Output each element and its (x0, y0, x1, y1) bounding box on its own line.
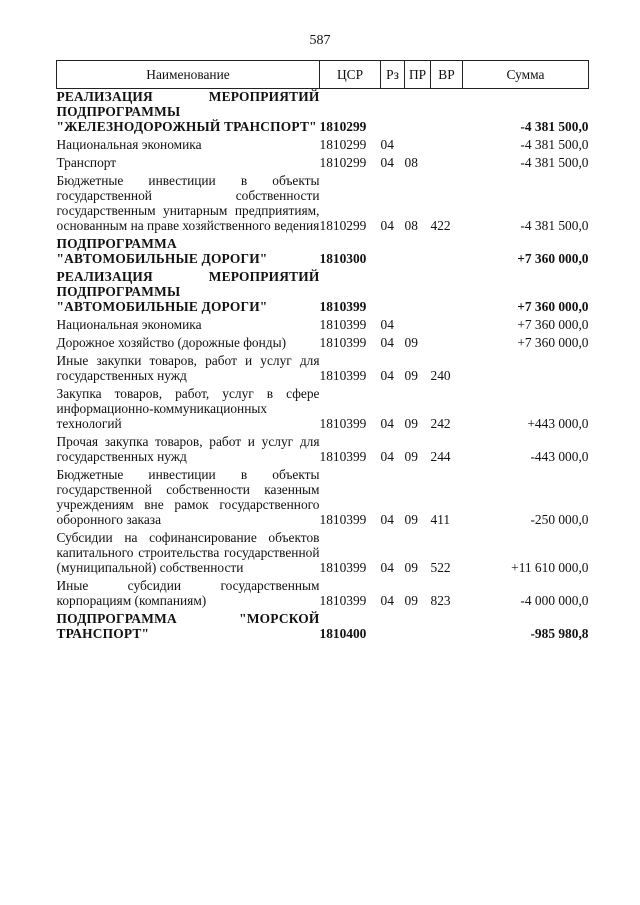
row-rz: 04 (380, 512, 394, 527)
row-pr: 09 (404, 449, 418, 464)
row-csr: 1810399 (319, 335, 367, 350)
row-name: Прочая закупка товаров, работ и услуг для государственных нужд (56, 434, 320, 464)
row-csr: 1810299 (319, 218, 367, 233)
row-pr: 09 (404, 560, 418, 575)
row-vr (431, 137, 463, 155)
row-csr: 1810400 (319, 626, 367, 641)
row-rz: 04 (380, 368, 394, 383)
row-vr (431, 317, 463, 335)
row-csr: 1810399 (319, 368, 367, 383)
row-csr: 1810299 (319, 137, 367, 152)
row-pr (405, 317, 431, 335)
row-csr: 1810399 (319, 317, 367, 332)
row-rz (381, 89, 405, 138)
row-pr: 08 (404, 155, 418, 170)
row-sum: +7 360 000,0 (517, 299, 589, 314)
row-sum: -4 381 500,0 (520, 119, 589, 134)
row-sum: -985 980,8 (530, 626, 589, 641)
header-pr: ПР (405, 61, 431, 89)
row-pr: 09 (404, 416, 418, 431)
row-vr: 240 (430, 368, 451, 383)
page-number: 587 (309, 33, 331, 48)
row-rz (381, 236, 405, 269)
row-rz: 04 (380, 593, 394, 608)
header-sum: Сумма (463, 61, 589, 89)
header-csr: ЦСР (320, 61, 381, 89)
row-csr: 1810399 (319, 593, 367, 608)
header-vr: ВР (431, 61, 463, 89)
row-csr: 1810399 (319, 449, 367, 464)
row-csr: 1810399 (319, 560, 367, 575)
row-vr: 522 (430, 560, 451, 575)
table-row (57, 611, 589, 644)
row-pr (405, 269, 431, 317)
header-name: Наименование (57, 61, 320, 89)
table-row (57, 137, 589, 155)
row-name: РЕАЛИЗАЦИЯ МЕРОПРИЯТИЙ ПОДПРОГРАММЫ "АВТОМОБИЛЬНЫЕ ДОРОГИ" (56, 269, 320, 314)
budget-table (56, 60, 589, 644)
row-pr: 09 (404, 368, 418, 383)
row-sum: -250 000,0 (530, 512, 589, 527)
row-name: Бюджетные инвестиции в объекты государственной собственности государственным унитарным предприятиям, основанным на праве хозяйственного ведения (56, 173, 320, 233)
row-csr: 1810299 (319, 155, 367, 170)
row-rz: 04 (380, 335, 394, 350)
row-vr (431, 335, 463, 353)
row-rz: 04 (380, 317, 394, 332)
row-vr (431, 269, 463, 317)
row-name: Иные закупки товаров, работ и услуг для государственных нужд (56, 353, 320, 383)
table-row (57, 317, 589, 335)
row-rz: 04 (380, 155, 394, 170)
header-rz: Рз (381, 61, 405, 89)
row-pr: 09 (404, 335, 418, 350)
row-name: Закупка товаров, работ, услуг в сфере информационно-коммуникационных технологий (56, 386, 320, 431)
row-csr: 1810399 (319, 299, 367, 314)
row-csr: 1810399 (319, 416, 367, 431)
row-sum: +11 610 000,0 (511, 560, 589, 575)
row-vr: 422 (430, 218, 451, 233)
row-sum: -443 000,0 (530, 449, 589, 464)
row-rz: 04 (380, 560, 394, 575)
row-sum: +7 360 000,0 (517, 335, 589, 350)
row-sum: -4 381 500,0 (520, 137, 589, 152)
table-row (57, 89, 589, 138)
row-pr (405, 137, 431, 155)
table-row (57, 353, 589, 386)
table-row (57, 434, 589, 467)
row-pr (405, 89, 431, 138)
table-row (57, 269, 589, 317)
table-row (57, 386, 589, 434)
row-rz (381, 269, 405, 317)
row-rz: 04 (380, 449, 394, 464)
row-vr (431, 89, 463, 138)
row-rz: 04 (380, 137, 394, 152)
table-row (57, 155, 589, 173)
row-csr: 1810299 (319, 119, 367, 134)
row-csr: 1810399 (319, 512, 367, 527)
row-name: Транспорт (56, 155, 117, 170)
row-name: Иные субсидии государственным корпорациям (компаниям) (56, 578, 320, 608)
row-pr: 08 (404, 218, 418, 233)
row-name: РЕАЛИЗАЦИЯ МЕРОПРИЯТИЙ ПОДПРОГРАММЫ "ЖЕЛЕЗНОДОРОЖНЫЙ ТРАНСПОРТ" (56, 89, 320, 134)
row-vr: 411 (430, 512, 451, 527)
row-pr (405, 611, 431, 644)
row-vr (431, 236, 463, 269)
row-sum: -4 000 000,0 (520, 593, 589, 608)
row-sum: -4 381 500,0 (520, 155, 589, 170)
row-name: Субсидии на софинансирование объектов капитального строительства государственной (муниципальной) собственности (56, 530, 320, 575)
row-sum: +7 360 000,0 (517, 251, 589, 266)
row-vr: 244 (430, 449, 451, 464)
row-csr: 1810300 (319, 251, 367, 266)
table-row (57, 467, 589, 530)
row-sum: +443 000,0 (527, 416, 589, 431)
table-header-row (57, 61, 589, 89)
row-vr (431, 611, 463, 644)
row-name: Национальная экономика (56, 137, 202, 152)
row-name: Дорожное хозяйство (дорожные фонды) (56, 335, 287, 350)
row-name: Бюджетные инвестиции в объекты государственной собственности казенным учреждениям вне рамок государственного оборонного заказа (56, 467, 320, 527)
table-row (57, 578, 589, 611)
table-row (57, 530, 589, 578)
row-pr (405, 236, 431, 269)
row-name: ПОДПРОГРАММА "АВТОМОБИЛЬНЫЕ ДОРОГИ" (56, 236, 268, 266)
table-row (57, 173, 589, 236)
row-name: Национальная экономика (56, 317, 202, 332)
table-row (57, 335, 589, 353)
row-rz: 04 (380, 218, 394, 233)
row-sum (463, 353, 589, 386)
row-rz: 04 (380, 416, 394, 431)
row-pr: 09 (404, 593, 418, 608)
row-sum: +7 360 000,0 (517, 317, 589, 332)
row-pr: 09 (404, 512, 418, 527)
row-name: ПОДПРОГРАММА "МОРСКОЙ ТРАНСПОРТ" (56, 611, 320, 641)
row-vr: 823 (430, 593, 451, 608)
row-sum: -4 381 500,0 (520, 218, 589, 233)
row-rz (381, 611, 405, 644)
row-vr (431, 155, 463, 173)
row-vr: 242 (430, 416, 451, 431)
table-row (57, 236, 589, 269)
